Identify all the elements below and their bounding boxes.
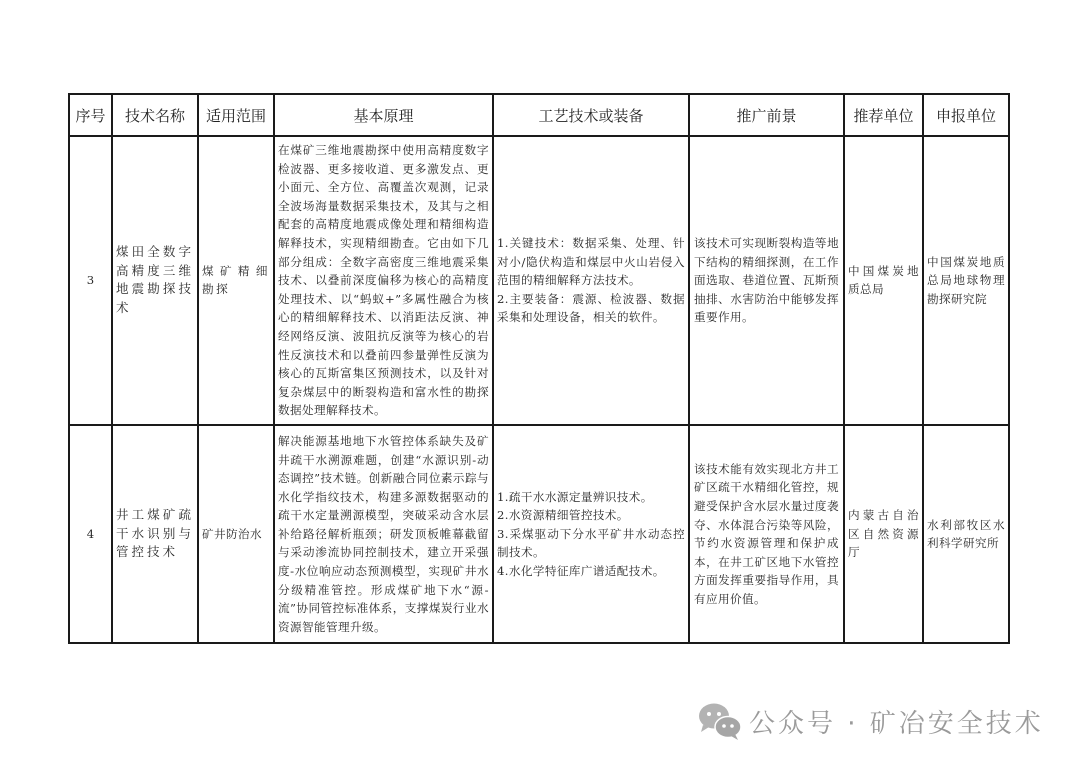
tech-name: 井工煤矿疏干水识别与管控技术 bbox=[116, 507, 194, 560]
watermark bbox=[697, 700, 1044, 742]
applicant: 水利部牧区水利科学研究所 bbox=[927, 517, 1005, 551]
process-cell bbox=[493, 136, 689, 425]
tech-name: 煤田全数字高精度三维地震勘探技术 bbox=[116, 244, 194, 316]
principle-cell bbox=[274, 425, 493, 644]
applicant-cell bbox=[923, 425, 1009, 644]
watermark-text: 公众号 · 矿冶安全技术 bbox=[749, 708, 1044, 739]
recommender: 内蒙古自治区自然资源厅 bbox=[848, 508, 919, 560]
technology-table bbox=[68, 93, 1010, 644]
header-tech-name: 技术名称 bbox=[112, 94, 198, 136]
principle: 在煤矿三维地震勘探中使用高精度数字检波器、更多接收道、更多激发点、更小面元、全方位、高覆盖次观测，记录全波场海量数据采集技术，及其与之相配套的高精度地震成像处理和精细构造解释技术，实现精细勘查。它由如下几部分组成：全数字高密度三维地震采集技术、以叠前深度偏移为核心的高精度处理技术、以“蚂蚁+”多属性融合为核心的精细解释技术、以消距法反演、神经网络反演、波阻抗反演等为核心的岩性反演技术和以叠前四参量弹性反演为核心的瓦斯富集区预测技术，以及针对复杂煤层中的断裂构造和富水性的勘探数据处理解释技术。 bbox=[278, 143, 489, 418]
process-list bbox=[494, 488, 688, 581]
process-item: 3.采煤驱动下分水平矿井水动态控制技术。 bbox=[497, 526, 685, 560]
tech-name-cell bbox=[112, 425, 198, 644]
recommender: 中国煤炭地质总局 bbox=[848, 263, 919, 297]
process-item: 2.主要装备：震源、检波器、数据采集和处理设备，相关的软件。 bbox=[497, 291, 685, 325]
wechat-icon bbox=[697, 701, 743, 741]
recommender-cell bbox=[844, 425, 923, 644]
applicant: 中国煤炭地质总局地球物理勘探研究院 bbox=[927, 254, 1005, 306]
prospect: 该技术能有效实现北方井工矿区疏干水精细化管控，规避受保护含水层水量过度袭夺、水体混合污染等风险，节约水资源管理和保护成本，在井工矿区地下水管控方面发挥重要指导作用，具有应用价值。 bbox=[694, 461, 839, 606]
prospect: 该技术可实现断裂构造等地下结构的精细探测，在工作面选取、巷道位置、瓦斯预抽排、水害防治中能够发挥重要作用。 bbox=[694, 235, 839, 325]
process-item: 4.水化学特征库广谱适配技术。 bbox=[497, 564, 665, 579]
recommender-cell bbox=[844, 136, 923, 425]
prospect-cell bbox=[689, 136, 844, 425]
applicant-cell bbox=[923, 136, 1009, 425]
table-row bbox=[69, 425, 1009, 644]
process-list bbox=[494, 234, 688, 327]
principle-cell bbox=[274, 136, 493, 425]
principle: 解决能源基地地下水管控体系缺失及矿井疏干水溯源难题，创建“水源识别-动态调控”技术链。创新融合同位素示踪与水化学指纹技术，构建多源数据驱动的疏干水定量溯源模型，突破采动含水层补给路径解析瓶颈；研发顶板帷幕截留与采动渗流协同控制技术，建立开采强度-水位响应动态预测模型，实现矿井水分级精准管控。形成煤矿地下水“源-流”协同管控标准体系，支撑煤炭行业水资源智能管理升级。 bbox=[278, 433, 489, 634]
scope: 煤矿精细勘探 bbox=[202, 263, 270, 297]
process-cell bbox=[493, 425, 689, 644]
process-item: 1.疏干水水源定量辨识技术。 bbox=[497, 489, 653, 504]
table-row bbox=[69, 136, 1009, 425]
prospect-cell bbox=[689, 425, 844, 644]
header-prospect: 推广前景 bbox=[689, 94, 844, 136]
header-applicant: 申报单位 bbox=[923, 94, 1009, 136]
tech-name-cell bbox=[112, 136, 198, 425]
row-number: 3 bbox=[69, 136, 112, 425]
header-process: 工艺技术或装备 bbox=[493, 94, 689, 136]
process-item: 1.关键技术：数据采集、处理、针对小/隐伏构造和煤层中火山岩侵入范围的精细解释方法技术。 bbox=[497, 235, 685, 288]
row-number: 4 bbox=[69, 425, 112, 644]
scope-cell bbox=[198, 425, 274, 644]
scope-cell bbox=[198, 136, 274, 425]
header-row bbox=[69, 94, 1009, 136]
scope: 矿井防治水 bbox=[202, 526, 262, 541]
process-item: 2.水资源精细管控技术。 bbox=[497, 508, 629, 523]
header-scope: 适用范围 bbox=[198, 94, 274, 136]
header-recommender: 推荐单位 bbox=[844, 94, 923, 136]
header-number: 序号 bbox=[69, 94, 112, 136]
header-principle: 基本原理 bbox=[274, 94, 493, 136]
